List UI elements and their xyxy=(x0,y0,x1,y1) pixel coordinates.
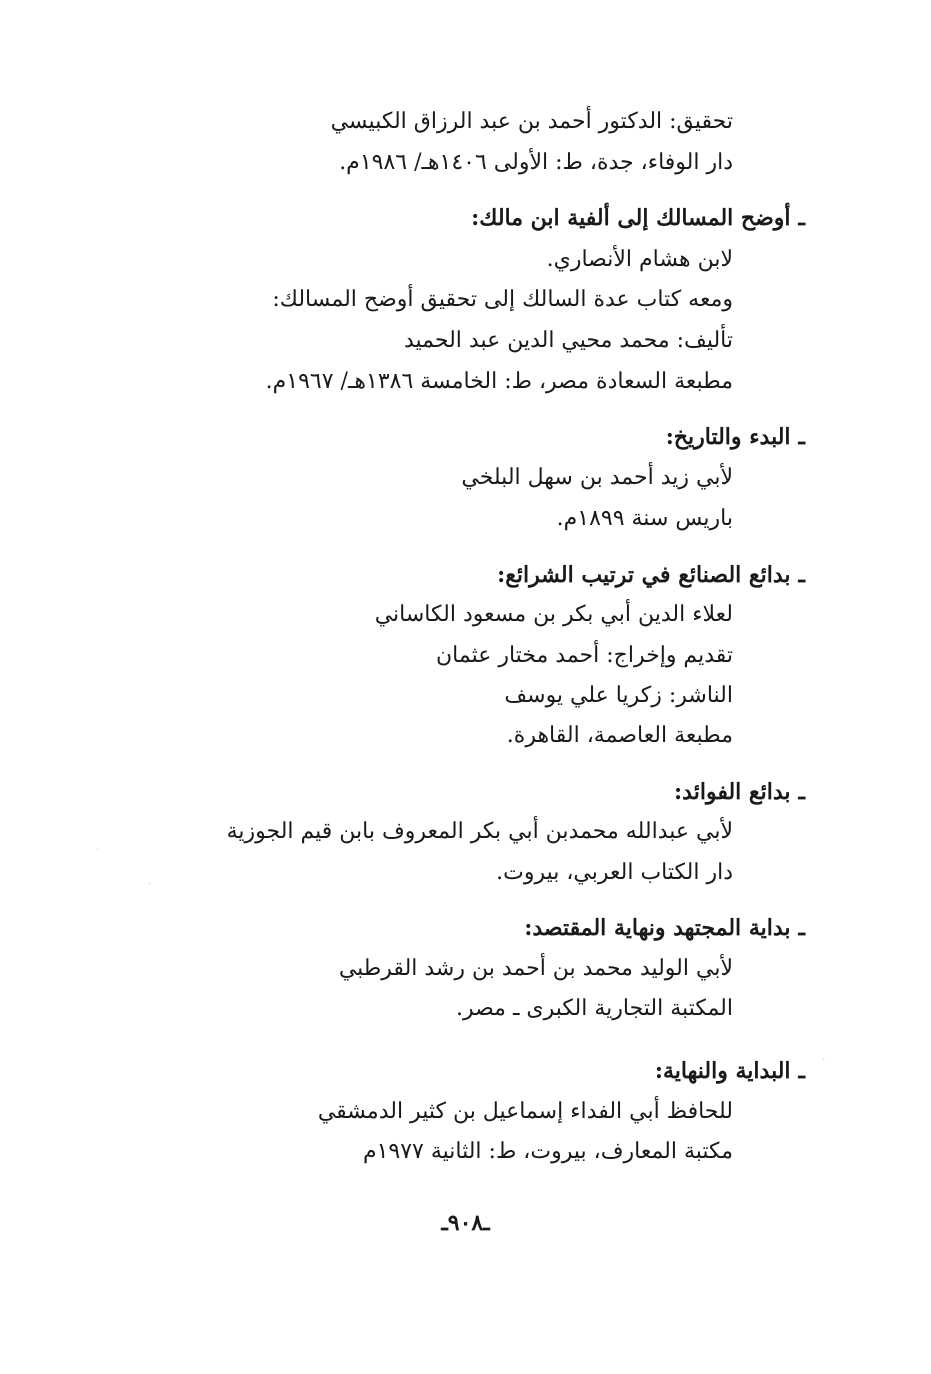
entry-title xyxy=(655,1056,805,1086)
entry-title xyxy=(524,913,805,943)
entry-title xyxy=(666,422,805,452)
entry-detail-line: لأبي عبدالله محمدبن أبي بكر المعروف بابن قيم الجوزية xyxy=(226,819,733,844)
entry-detail-line: باريس سنة ١٨٩٩م. xyxy=(556,506,733,531)
entry-detail-line: المكتبة التجارية الكبرى ـ مصر. xyxy=(455,996,733,1021)
entry-detail-line: مكتبة المعارف، بيروت، ط: الثانية ١٩٧٧م xyxy=(362,1139,733,1164)
entry-detail-line: تقديم وإخراج: أحمد مختار عثمان xyxy=(435,643,733,668)
entry-marker: ـ xyxy=(798,562,805,588)
scan-speck: · xyxy=(148,879,152,890)
entry-detail-line: دار الكتاب العربي، بيروت. xyxy=(496,860,733,885)
entry-marker: ـ xyxy=(798,779,805,805)
entry-detail-line: لعلاء الدين أبي بكر بن مسعود الكاساني xyxy=(374,602,733,627)
entry-detail-line: تحقيق: الدكتور أحمد بن عبد الرزاق الكبيسي xyxy=(330,109,733,134)
entry-detail-line: لأبي زيد أحمد بن سهل البلخي xyxy=(461,465,733,490)
entry-marker: ـ xyxy=(798,205,805,231)
entry-title-text: البداية والنهاية: xyxy=(654,1058,791,1084)
entry-detail-line: ومعه كتاب عدة السالك إلى تحقيق أوضح المسالك: xyxy=(272,287,733,312)
entry-title xyxy=(674,777,805,807)
entry-marker: ـ xyxy=(798,915,805,941)
entry-title xyxy=(497,560,805,590)
entry-title-text: بدائع الصنائع في ترتيب الشرائع: xyxy=(497,562,791,588)
entry-detail-line: مطبعة العاصمة، القاهرة. xyxy=(506,723,733,748)
entry-marker: ـ xyxy=(798,1058,805,1084)
entry-title-text: أوضح المسالك إلى ألفية ابن مالك: xyxy=(471,205,791,231)
entry-title xyxy=(471,203,805,233)
scan-speck: · xyxy=(96,845,100,856)
entry-detail-line: لابن هشام الأنصاري. xyxy=(546,247,733,272)
page-number: ـ٩٠٨ـ xyxy=(441,1210,490,1236)
entry-detail-line: الناشر: زكريا علي يوسف xyxy=(504,683,733,708)
entry-detail-line: دار الوفاء، جدة، ط: الأولى ١٤٠٦هـ/ ١٩٨٦م. xyxy=(339,150,733,175)
entry-detail-line: لأبي الوليد محمد بن أحمد بن رشد القرطبي xyxy=(338,956,733,981)
entry-marker: ـ xyxy=(798,424,805,450)
entry-detail-line: للحافظ أبي الفداء إسماعيل بن كثير الدمشقي xyxy=(317,1099,733,1124)
entry-title-text: بدائع الفوائد: xyxy=(674,779,791,805)
entry-detail-line: مطبعة السعادة مصر، ط: الخامسة ١٣٨٦هـ/ ١٩٦٧م. xyxy=(265,369,733,394)
entry-detail-line: تأليف: محمد محيي الدين عبد الحميد xyxy=(403,328,733,353)
entry-title-text: بداية المجتهد ونهاية المقتصد: xyxy=(524,915,791,941)
scan-speck: · xyxy=(822,1055,826,1066)
entry-title-text: البدء والتاريخ: xyxy=(665,424,791,450)
